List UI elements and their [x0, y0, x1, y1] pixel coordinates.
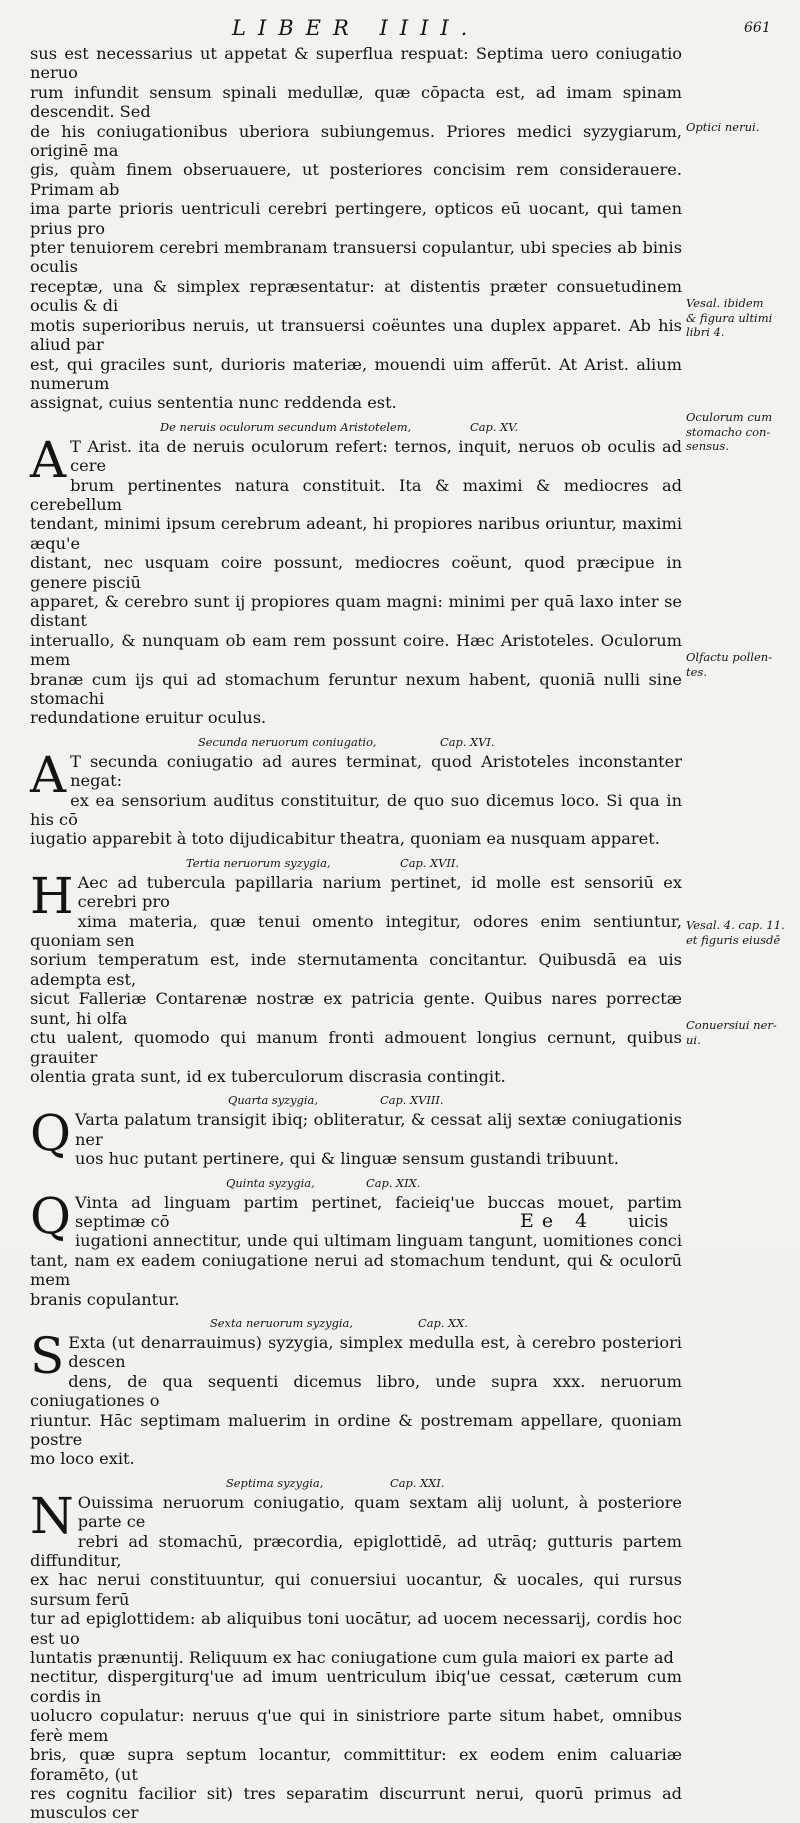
chapter-heading [30, 1315, 682, 1331]
text-line: Varta palatum transigit ibiq; obliteratur, & cessat alij sextæ coniugationis ner [75, 1110, 682, 1149]
text-line: distant, nec usquam coire possunt, mediocres coëunt, quod præcipue in genere pisciū [30, 553, 682, 592]
text-line: brum pertinentes natura constituit. Ita & maximi & mediocres ad cerebellum [30, 475, 682, 514]
text-line: tendant, minimi ipsum cerebrum adeant, hi propiores naribus oriuntur, maximi æqu'e [30, 514, 682, 553]
text-line: Vinta ad linguam partim pertinet, facieiq'ue buccas mouet, partim septimæ cō [75, 1192, 682, 1231]
chapter-body [30, 745, 682, 849]
text-line: de his coniugationibus uberiora subiungemus. Priores medici syzygiarum, originē ma [30, 121, 682, 161]
chapter-number: Cap. XXI. [390, 1475, 445, 1490]
note-line: & figura ultimi [686, 310, 773, 325]
text-line: uos huc putant pertinere, qui & linguæ sensum gustandi tribuunt. [75, 1149, 619, 1169]
chapter-body [30, 430, 682, 728]
signature-mark: Ee 4 [520, 1210, 596, 1232]
text-line: interuallo, & nunquam ob eam rem possunt coire. Hæc Aristoteles. Oculorum mem [30, 630, 682, 670]
catchword: uicis [628, 1212, 669, 1232]
note-line: et figuris eiusdē [686, 932, 781, 947]
text-line: tur ad epiglottidem: ab aliquibus toni uocātur, ad uocem necessarij, cordis hoc est uo [30, 1609, 682, 1648]
note-line: Olfactu pollen- [686, 650, 773, 664]
chapter-number: Cap. XVII. [400, 855, 459, 870]
drop-cap: N [30, 1486, 74, 1545]
drop-cap: A [30, 745, 67, 804]
chapter-body [30, 1326, 682, 1469]
marginal-note [686, 120, 798, 135]
text-line: dens, de qua sequenti dicemus libro, unde supra xxx. neruorum coniugationes o [30, 1371, 682, 1411]
chapter-title: Quinta syzygia, [226, 1175, 315, 1190]
chapter-body [30, 1486, 682, 1823]
marginal-note [686, 410, 798, 454]
text-line: sorium temperatum est, inde sternutamenta concitantur. Quibusdā ea uis adempta est, [30, 950, 682, 989]
chapter-21 [30, 1475, 682, 1823]
page-header [0, 10, 800, 42]
text-line: luntatis prænuntij. Reliquum ex hac coniugatione cum gula maiori ex parte ad [30, 1648, 674, 1668]
chapter-title: Tertia neruorum syzygia, [186, 855, 331, 870]
text-line: iugatio apparebit à toto dijudicabitur theatra, quoniam ea nusquam apparet. [30, 829, 660, 849]
text-line: Exta (ut denarrauimus) syzygia, simplex medulla est, à cerebro posteriori descen [68, 1332, 682, 1372]
text-line: redundatione eruitur oculus. [30, 708, 267, 728]
text-line: gis, quàm finem obseruauere, ut posteriores concisim rem considerauere. Primam ab [30, 160, 682, 199]
text-line: branæ cum ijs qui ad stomachum feruntur nexum habent, quoniā nulli sine stomachi [30, 669, 682, 708]
opening-paragraph [30, 44, 682, 413]
chapter-heading [30, 734, 682, 750]
text-line: motis superioribus neruis, ut transuersi coëuntes una duplex apparet. Ab his aliud par [30, 315, 682, 355]
text-line: iugationi annectitur, unde qui ultimam linguam tangunt, uomitiones conci [75, 1231, 682, 1251]
text-line: apparet, & cerebro sunt ij propiores quam magni: minimi per quā laxo inter se distant [30, 591, 682, 631]
folio-number: 661 [744, 20, 771, 36]
text-line: Ouissima neruorum coniugatio, quam sextam alij uolunt, à posteriore parte ce [77, 1492, 682, 1532]
chapter-title: De neruis oculorum secundum Aristotelem, [160, 419, 412, 434]
chapter-body [30, 1104, 682, 1169]
chapter-15 [30, 419, 682, 728]
note-line: libri 4. [686, 325, 725, 339]
text-line: T Arist. ita de neruis oculorum refert: ternos, inquit, neruos ob oculis ad cere [70, 436, 682, 476]
text-line: ctu ualent, quomodo qui manum fronti admouent longius cernunt, quibus grauiter [30, 1028, 682, 1067]
chapter-18 [30, 1092, 682, 1168]
text-line: Aec ad tubercula papillaria narium pertinet, id molle est sensoriū ex cerebri pro [77, 872, 682, 912]
note-line: Oculorum cum [686, 410, 773, 424]
drop-cap: S [30, 1326, 65, 1385]
chapter-title: Sexta neruorum syzygia, [210, 1315, 353, 1330]
text-line: ima parte prioris uentriculi cerebri pertingere, opticos eū uocant, qui tamen prius pro [30, 199, 682, 238]
chapter-title: Septima syzygia, [226, 1475, 324, 1490]
note-line: stomacho con- [686, 424, 771, 439]
chapter-16 [30, 734, 682, 849]
text-line: sus est necessarius ut appetat & superflua respuat: Septima uero coniugatio neruo [30, 44, 682, 83]
chapter-17 [30, 855, 682, 1086]
text-line: assignat, cuius sententia nunc reddenda est. [30, 393, 397, 413]
chapter-body [30, 866, 682, 1086]
text-line: ex hac nerui constituuntur, qui conuersiui uocantur, & uocales, qui rursus sursum ferū [30, 1570, 682, 1609]
text-line: riuntur. Hāc septimam maluerim in ordine & postremam appellare, quoniam postre [30, 1410, 682, 1449]
chapter-number: Cap. XVI. [440, 734, 495, 749]
chapter-heading [30, 855, 682, 871]
text-line: xima materia, quæ tenui omento integitur, odores enim sentiuntur, quoniam sen [30, 911, 682, 951]
note-line: ui. [686, 1032, 701, 1047]
note-line: Vesal. 4. cap. 11. [686, 918, 785, 932]
marginal-note [686, 918, 798, 947]
chapter-19 [30, 1175, 682, 1309]
text-line: ex ea sensorium auditus constituitur, de quo suo dicemus loco. Si qua in his cō [30, 790, 682, 830]
main-text-column [30, 44, 682, 1823]
text-line: olentia grata sunt, id ex tuberculorum discrasia contingit. [30, 1066, 506, 1086]
chapter-number: Cap. XV. [470, 419, 519, 434]
running-title: LIBER IIII. [232, 16, 480, 40]
text-line: T secunda coniugatio ad aures terminat, quod Aristoteles inconstanter negat: [70, 751, 682, 791]
text-line: est, qui graciles sunt, durioris materiæ, mouendi uim afferūt. At Arist. alium numerum [30, 354, 682, 393]
text-line: sicut Falleriæ Contarenæ nostræ ex patricia gente. Quibus nares porrectæ sunt, hi olfa [30, 989, 682, 1028]
note-line: Vesal. ibidem [686, 296, 764, 310]
text-line: bris, quæ supra septum locantur, committitur: ex eodem enim caluariæ foramēto, (ut [30, 1745, 682, 1784]
text-line: rum infundit sensum spinali medullæ, quæ cōpacta est, ad imam spinam descendit. Sed [30, 82, 682, 122]
chapter-title: Secunda neruorum coniugatio, [198, 734, 377, 749]
drop-cap: H [30, 866, 74, 925]
drop-cap: Q [30, 1186, 71, 1245]
chapter-heading [30, 1175, 682, 1191]
text-line: branis copulantur. [30, 1289, 180, 1309]
note-line: tes. [686, 664, 707, 679]
chapter-heading [30, 1475, 682, 1491]
text-line: res cognitu facilior sit) tres separatim discurrunt nerui, quorū primus ad musculos cer [30, 1783, 682, 1823]
text-line: mo loco exit. [30, 1449, 135, 1469]
chapter-heading [30, 419, 682, 435]
chapter-number: Cap. XIX. [366, 1175, 421, 1190]
text-line: pter tenuiorem cerebri membranam transuersi copulantur, ubi species ab binis oculis [30, 238, 682, 277]
page-footer [0, 1210, 800, 1240]
marginal-note [686, 296, 798, 340]
drop-cap: A [30, 430, 67, 489]
note-line: Conuersiui ner- [686, 1018, 777, 1032]
chapter-20 [30, 1315, 682, 1469]
text-line: rebri ad stomachū, præcordia, epiglottidē, ad utrāq; gutturis partem diffunditur, [30, 1531, 682, 1571]
marginal-note [686, 650, 798, 679]
text-line: nectitur, dispergiturq'ue ad imum uentriculum ibiq'ue cessat, cæterum cum cordis in [30, 1667, 682, 1706]
text-line: receptæ, una & simplex repræsentatur: at distentis præter consuetudinem oculis & di [30, 276, 682, 316]
marginal-note [686, 1018, 798, 1047]
chapter-number: Cap. XVIII. [380, 1093, 444, 1108]
note-line: sensus. [686, 439, 729, 453]
chapter-title: Quarta syzygia, [228, 1093, 318, 1108]
text-line: uolucro copulatur: neruus q'ue qui in sinistriore parte situm habet, omnibus ferè mem [30, 1706, 682, 1745]
note-line: Optici nerui. [686, 120, 760, 134]
chapter-number: Cap. XX. [418, 1315, 468, 1330]
drop-cap: Q [30, 1104, 71, 1163]
chapter-heading [30, 1092, 682, 1108]
text-line: tant, nam ex eadem coniugatione nerui ad stomachum tendunt, qui & oculorū mem [30, 1250, 682, 1290]
